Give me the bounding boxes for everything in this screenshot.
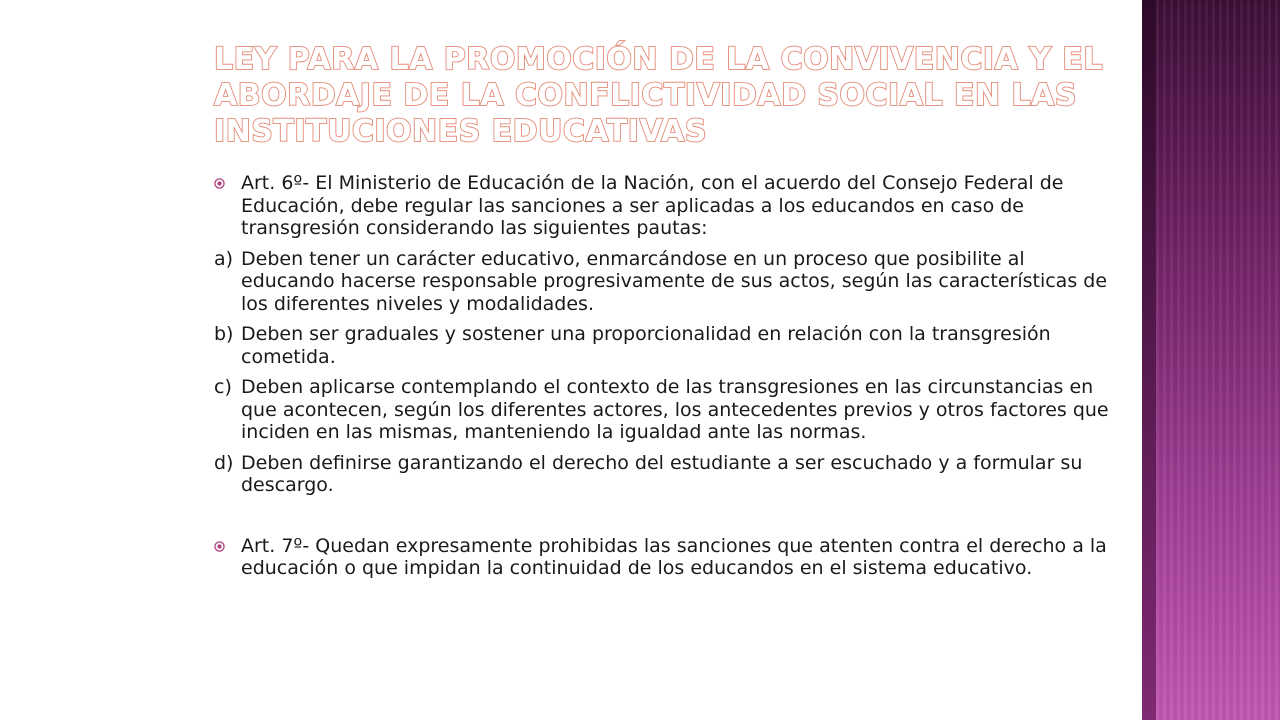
list-item-c <box>214 376 1114 444</box>
list-marker-c: c) <box>214 376 232 398</box>
list-item-d-text: Deben definirse garantizando el derecho del estudiante a ser escuchado y a formular su descargo. <box>241 451 1083 496</box>
list-item-d <box>214 452 1114 497</box>
slide-title: LEY PARA LA PROMOCIÓN DE LA CONVIVENCIA Y EL ABORDAJE DE LA CONFLICTIVIDAD SOCIAL EN LAS INSTITUCIONES EDUCATIVAS <box>214 42 1104 149</box>
paragraph-spacer <box>214 505 1114 535</box>
circled-dot-bullet-icon <box>214 541 225 552</box>
slide-body <box>214 172 1114 588</box>
article-6-paragraph <box>214 172 1114 240</box>
list-marker-d: d) <box>214 451 234 474</box>
list-item-a <box>214 248 1114 316</box>
list-item-c-text: Deben aplicarse contemplando el contexto de las transgresiones en las circunstancias en que acontecen, según los diferentes actores, los antecedentes previos y otros factores que inciden en las mismas, manteniendo la igualdad ante las normas. <box>241 376 1109 443</box>
decorative-side-band <box>1142 0 1280 720</box>
circled-dot-bullet-icon <box>214 178 225 189</box>
list-item-a-text: Deben tener un carácter educativo, enmarcándose en un proceso que posibilite al educando hacerse responsable progresivamente de sus actos, según las características de los diferentes niveles y modalidades. <box>241 247 1108 315</box>
list-marker-b: b) <box>214 323 234 345</box>
side-band-stripe <box>1142 0 1156 720</box>
list-item-b <box>214 323 1114 368</box>
article-6-text: Art. 6º- El Ministerio de Educación de la Nación, con el acuerdo del Consejo Federal de Educación, debe regular las sanciones a ser aplicadas a los educandos en caso de transgresión considerando las siguientes pautas: <box>241 172 1064 239</box>
list-marker-a: a) <box>214 247 234 270</box>
article-7-text: Art. 7º- Quedan expresamente prohibidas las sanciones que atenten contra el derecho a la educación o que impidan la continuidad de los educandos en el sistema educativo. <box>241 534 1107 579</box>
article-7-paragraph <box>214 535 1114 580</box>
list-item-b-text: Deben ser graduales y sostener una proporcionalidad en relación con la transgresión cometida. <box>241 323 1051 368</box>
